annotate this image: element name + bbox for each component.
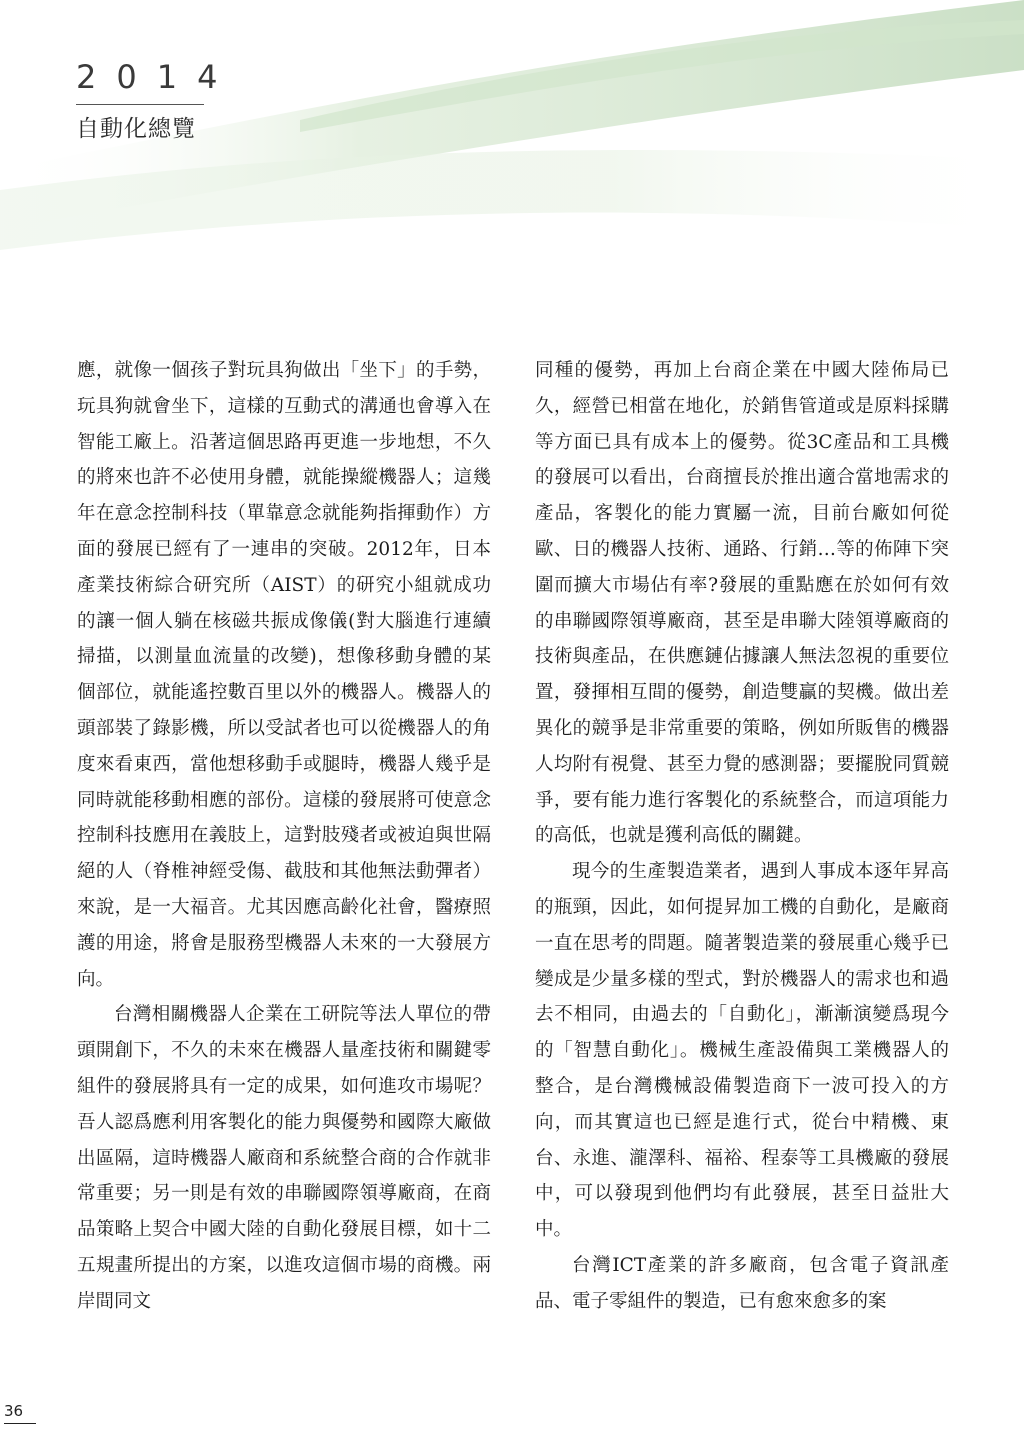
right-paragraph-2: 現今的生產製造業者，遇到人事成本逐年昇高的瓶頸，因此，如何提昇加工機的自動化，是廠商一直在思考的問題。隨著製造業的發展重心幾乎已變成是少量多樣的型式，對於機器人的需求也和過去不相同，由過去的「自動化」，漸漸演變爲現今的「智慧自動化」。機械生產設備與工業機器人的整合，是台灣機械設備製造商下一波可投入的方向，而其實這也已經是進行式，從台中精機、東台、永進、瀧澤科、福裕、程泰等工具機廠的發展中，可以發現到他們均有此發展，甚至日益壯大中。	[535, 861, 949, 1241]
header-year: 2014	[76, 58, 238, 96]
page-number-rule	[4, 1423, 36, 1424]
right-paragraph-3: 台灣ICT產業的許多廠商，包含電子資訊產品、電子零組件的製造，已有愈來愈多的案	[535, 1254, 949, 1312]
left-column	[77, 353, 491, 1353]
right-paragraph-1: 同種的優勢，再加上台商企業在中國大陸佈局已久，經營已相當在地化，於銷售管道或是原料採購等方面已具有成本上的優勢。從3C產品和工具機的發展可以看出，台商擅長於推出適合當地需求的產品，客製化的能力實屬一流，目前台廠如何從歐、日的機器人技術、通路、行銷…等的佈陣下突圍而擴大市場佔有率?發展的重點應在於如何有效的串聯國際領導廠商，甚至是串聯大陸領導廠商的技術與產品，在供應鏈佔據讓人無法忽視的重要位置，發揮相互間的優勢，創造雙贏的契機。做出差異化的競爭是非常重要的策略，例如所販售的機器人均附有視覺、甚至力覺的感測器；要擺脫同質競爭，要有能力進行客製化的系統整合，而這項能力的高低，也就是獲利高低的關鍵。	[535, 360, 949, 847]
header-rule	[76, 104, 204, 105]
page-number: 36	[4, 1402, 24, 1420]
right-column	[535, 353, 949, 1353]
header-title: 自動化總覽	[76, 116, 196, 142]
left-paragraph-1: 應，就像一個孩子對玩具狗做出「坐下」的手勢，玩具狗就會坐下，這樣的互動式的溝通也會導入在智能工廠上。沿著這個思路再更進一步地想，不久的將來也許不必使用身體，就能操縱機器人；這幾年在意念控制科技（單靠意念就能夠指揮動作）方面的發展已經有了一連串的突破。2012年，日本產業技術綜合研究所（AIST）的研究小組就成功的讓一個人躺在核磁共振成像儀(對大腦進行連續掃描，以測量血流量的改變)，想像移動身體的某個部位，就能遙控數百里以外的機器人。機器人的頭部裝了錄影機，所以受試者也可以從機器人的角度來看東西，當他想移動手或腿時，機器人幾乎是同時就能移動相應的部份。這樣的發展將可使意念控制科技應用在義肢上，這對肢殘者或被迫與世隔絕的人（脊椎神經受傷、截肢和其他無法動彈者）來說，是一大福音。尤其因應高齡化社會，醫療照護的用途，將會是服務型機器人未來的一大發展方向。	[77, 360, 491, 990]
left-paragraph-2: 台灣相關機器人企業在工研院等法人單位的帶頭開創下，不久的未來在機器人量產技術和關鍵零組件的發展將具有一定的成果，如何進攻市場呢？吾人認爲應利用客製化的能力與優勢和國際大廠做出區隔，這時機器人廠商和系統整合商的合作就非常重要；另一則是有效的串聯國際領導廠商，在商品策略上契合中國大陸的自動化發展目標，如十二五規畫所提出的方案，以進攻這個市場的商機。兩岸間同文	[77, 1004, 491, 1312]
